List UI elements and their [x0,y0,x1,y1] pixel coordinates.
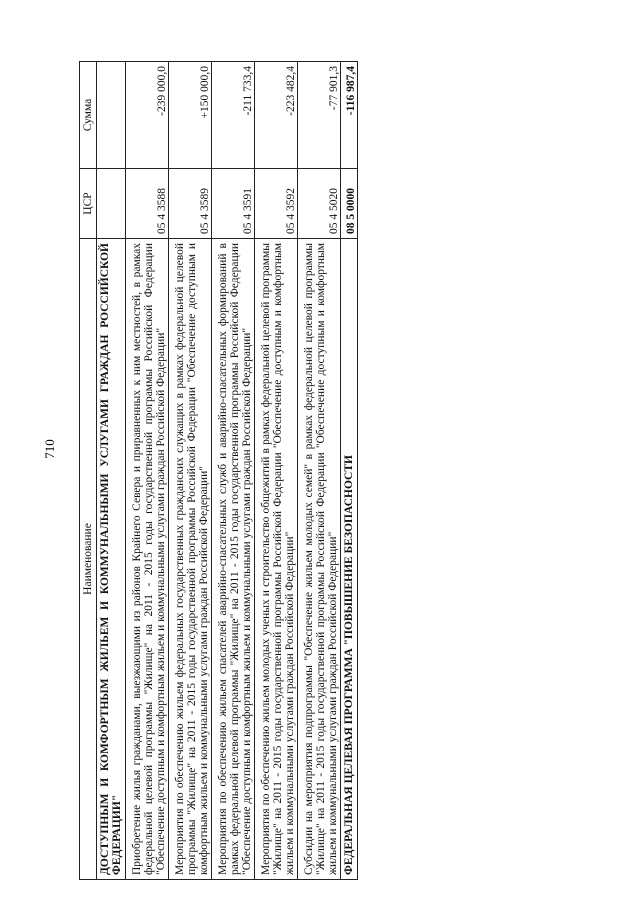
row-code: 05 4 3591 [212,169,255,239]
table-row-group-heading [97,62,126,880]
row-code: 05 4 3588 [126,169,169,239]
header-name: Наименование [80,239,97,880]
table-row [298,62,341,880]
row-name: ФЕДЕРАЛЬНАЯ ЦЕЛЕВАЯ ПРОГРАММА "ПОВЫШЕНИЕ БЕЗОПАСНОСТИ [341,239,358,880]
table-row [255,62,298,880]
row-name: Приобретение жилья гражданами, выезжающими из районов Крайнего Севера и приравненных к ним местностей, в рамках федеральной целевой программы "Жилище" на 2011 - 2015 годы государственной программы Российской Федерации "Обеспечение доступным и комфортным жильем и коммунальными услугами граждан Российской Федерации" [126,239,169,880]
header-code: ЦСР [80,169,97,239]
row-code: 05 4 5020 [298,169,341,239]
row-name: Мероприятия по обеспечению жильем молодых ученых и строительство общежитий в рамках федеральной целевой программы "Жилище" на 2011 - 2015 годы государственной программы Российской Федерации "Обеспечение доступным и комфортным жильем и коммунальными услугами граждан Российской Федерации" [255,239,298,880]
row-name: ДОСТУПНЫМ И КОМФОРТНЫМ ЖИЛЬЕМ И КОММУНАЛЬНЫМИ УСЛУГАМИ ГРАЖДАН РОССИЙСКОЙ ФЕДЕРАЦИИ" [97,239,126,880]
table-row [212,62,255,880]
row-sum: -239 000,0 [126,62,169,169]
table-row [169,62,212,880]
row-sum: -77 901,3 [298,62,341,169]
row-code [97,169,126,239]
row-code: 05 4 3592 [255,169,298,239]
row-code: 08 5 0000 [341,169,358,239]
row-sum [97,62,126,169]
row-name: Субсидии на мероприятия подпрограммы "Обеспечение жильем молодых семей" в рамках федеральной целевой программы "Жилище" на 2011 - 2015 годы государственной программы Российской Федерации "Обеспечение доступным и комфортным жильем и коммунальными услугами граждан Российской Федерации" [298,239,341,880]
row-sum: -211 733,4 [212,62,255,169]
table-row [126,62,169,880]
row-sum: +150 000,0 [169,62,212,169]
budget-table [79,61,358,880]
table-header-row [80,62,97,880]
row-name: Мероприятия по обеспечению жильем федеральных государственных гражданских служащих в рамках федеральной целевой программы "Жилище" на 2011 - 2015 годы государственной программы Российской Федерации "Обеспечение доступным и комфортным жильем и коммунальными услугами граждан Российской Федерации" [169,239,212,880]
row-sum: -223 482,4 [255,62,298,169]
page-number: 710 [41,439,57,459]
row-name: Мероприятия по обеспечению жильем спасателей аварийно-спасательных служб и аварийно-спасательных формирований в рамках федеральной целевой программы "Жилище" на 2011 - 2015 годы государственной программы Российской Федерации "Обеспечение доступным и комфортным жильем и коммунальными услугами граждан Российской Федерации" [212,239,255,880]
header-sum: Сумма [80,62,97,169]
row-sum: -116 987,4 [341,62,358,169]
table-row-group-heading [341,62,358,880]
row-code: 05 4 3589 [169,169,212,239]
